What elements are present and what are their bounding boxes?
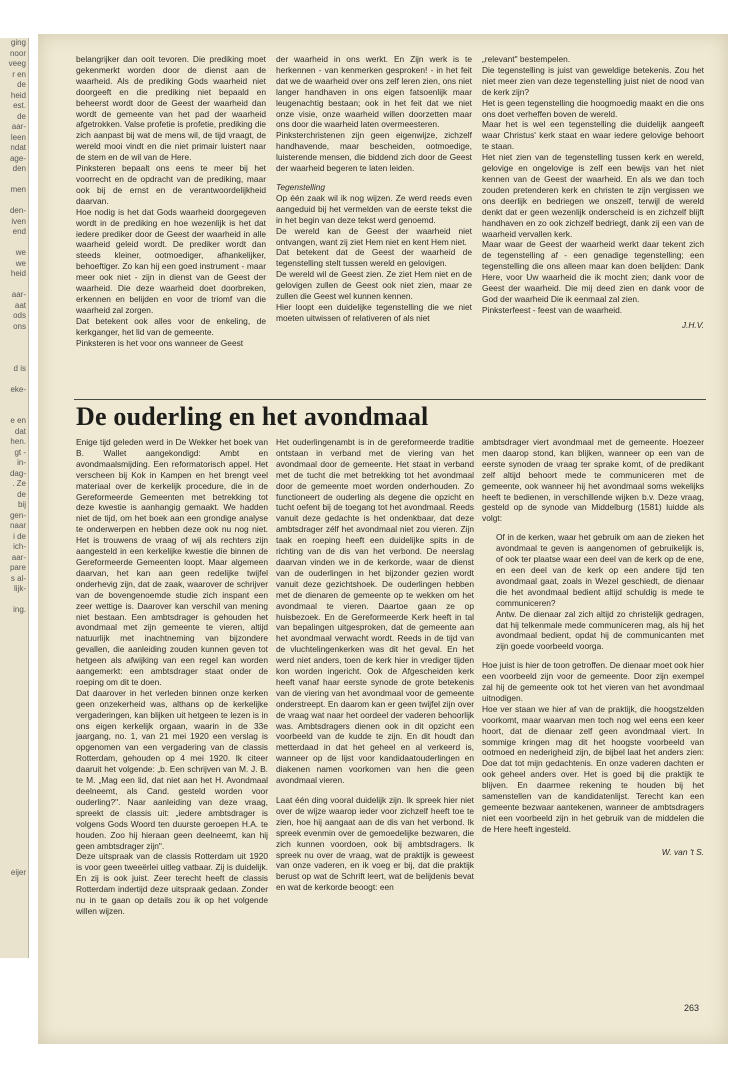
margin-fragment — [0, 752, 28, 763]
margin-fragment: i de — [13, 531, 26, 541]
paragraph: Dat betekent ook alles voor de enkeling, de kerkganger, het lid van de gemeente. — [76, 315, 266, 337]
margin-fragment — [0, 815, 28, 826]
margin-fragment: noor — [9, 48, 26, 58]
margin-fragment — [0, 374, 28, 385]
margin-fragment: aar- — [11, 552, 26, 562]
paragraph: der waarheid in ons werkt. En Zijn werk is te herkennen - van kenmerken gesproken! - in het feit dat we de waarheid over ons zelf leren zien, ons niet langer handhaven in ons eigen fatsoenlijk maar leugenachtig bestaan; ook in het feit dat we niet onze visie, onze waarheid willen doorzetten maar ons door die waarheid laten overmeesteren. — [276, 54, 472, 130]
margin-fragment — [0, 742, 28, 753]
margin-fragment — [0, 731, 28, 742]
article2-signature: W. van 't S. — [661, 846, 704, 857]
margin-fragment: gt - — [14, 447, 26, 457]
margin-fragment — [0, 700, 28, 711]
margin-fragment: heid — [10, 269, 26, 278]
margin-fragment — [0, 196, 28, 207]
paragraph: Maar waar de Geest der waarheid werkt daar tekent zich de tegenstelling af - een genadige tegenstelling; een tegenstelling die ons alleen maar kan doen belijden: Dank Here, voor Uw waarheid die ik mocht zien; dank voor de Geest der waarheid. Die mij deed zien en dank voor de God der waarheid Die ik eenmaal zal zien. — [482, 239, 704, 304]
paragraph: „relevant" bestempelen. — [482, 54, 571, 64]
margin-fragment: lijk- — [14, 584, 26, 593]
paragraph: Hier loopt een duidelijke tegenstelling die we niet moeten uitwissen of relativeren of als niet — [276, 301, 472, 323]
margin-fragment — [0, 857, 28, 868]
paragraph: Hoe nodig is het dat Gods waarheid doorgegeven wordt in de prediking en hoe wezenlijk is het dat iedere prediker door de Geest der waarheid in alle waarheid geleid wordt. De prediker wordt dan steeds kleiner, ootmoediger, afhankelijker, behoeftiger. Zo kan hij een goed instrument - maar meer ook niet - zijn in dienst van de Geest der waarheid. Die deze waarheid doet doorbreken, erkennen en belijden en voor de triomf van die waarheid zal zorgen. — [76, 206, 266, 315]
article1-column-2 — [276, 54, 472, 324]
margin-fragment: de — [17, 489, 26, 499]
margin-fragment — [0, 784, 28, 795]
margin-fragment — [0, 637, 28, 648]
margin-fragment — [0, 626, 28, 637]
margin-fragment: in- — [17, 458, 26, 467]
margin-fragment: d is — [13, 363, 26, 373]
paragraph: belangrijker dan ooit tevoren. Die prediking moet gekenmerkt worden door de dienst aan de waarheid. Als de prediking Gods waarheid niet doorgeeft en die prediking niet bepaald en beheerst wordt door de Geest der waarheid dan wordt de gemeente van het pad der waarheid afgetrokken. Valse profetie is profetie, prediking die zich aanpast bij wat de mens wil, de tijd vraagt, de wereld mooi vindt en die niet primair luistert naar de stem en de wil van de Here. — [76, 54, 266, 163]
margin-fragment — [0, 406, 28, 417]
paragraph: Laat één ding vooral duidelijk zijn. Ik spreek hier niet over de wijze waarop ieder voor zichzelf heeft toe te zien, hoe hij aangaat aan de dis van het verbond. Ik spreek evenmin over de gemoedelijke bezwaren, die zich kunnen voordoen, ook bij ambtsdragers. Ik spreek nu over de vraag, wat de praktijk is geweest van onze vaderen, en ik voeg er bij, dat die praktijk berust op wat de Schrift leert, wat de belijdenis bevat en wat de kerkorde beoogt: een — [276, 795, 474, 893]
article1-column-3 — [482, 54, 704, 331]
margin-fragment — [0, 763, 28, 774]
margin-fragment: aar- — [11, 290, 26, 299]
margin-fragment: eijer — [10, 867, 26, 877]
paragraph: Pinksteren is het voor ons wanneer de Geest — [76, 337, 244, 348]
margin-fragment: den — [12, 164, 26, 173]
margin-fragment — [0, 238, 28, 249]
paragraph: Op één zaak wil ik nog wijzen. Ze werd reeds even aangeduid bij het vermelden van de eerste tekst die in het begin van deze tekst werd genoemd. — [276, 192, 472, 225]
margin-fragment: de — [17, 80, 26, 89]
article1-column-1 — [76, 54, 266, 348]
subheading-tegenstelling: Tegenstelling — [276, 181, 326, 192]
paragraph: De wereld wil de Geest zien. Ze ziet Hem niet en de gelovigen zullen de Geest ook niet zien, maar ze zullen die Geest wel kunnen kennen. — [276, 269, 472, 302]
article2-title: De ouderling en het avondmaal — [76, 402, 429, 431]
margin-fragment — [0, 679, 28, 690]
margin-fragment: aat — [14, 300, 26, 310]
margin-fragment — [0, 658, 28, 669]
margin-fragment — [0, 280, 28, 291]
paragraph: Hoe juist is hier de toon getroffen. De dienaar moet ook hier een voorbeeld zijn voor de gemeente. Door zijn exempel zal hij de gemeente ook tot het vieren van het avondmaal uitnodigen. — [482, 660, 704, 703]
margin-fragment: bij — [17, 500, 26, 509]
margin-fragment — [0, 343, 28, 354]
paragraph: Enige tijd geleden werd in De Wekker het boek van B. Wallet aangekondigd: Ambt en avondmaalsmijding. Een reformatorisch appel. Het verscheen bij Kok in Kampen en het brengt veel materiaal over de kerkelijk procedure, die in de Gereformeerde Gemeenten met betrekking tot deze kwestie is aanhangig gemaakt. We hadden niet de tijd, om het boek aan een grondige analyse te onderwerpen en hebben deze ook nu nog niet. Het is trouwens de vraag of wij als rechters zijn aangesteld in een kerkelijke kwestie die binnen de Gereformeerde Gemeenten loopt. Maar algemeen daarvan, het kan aan geen redelijke twijfel onderhevig zijn, dat de zaak, waarover de schrijver van de bovengenoemde studie zich inspant een zeer wettige is. Daarover kan verschil van mening niet bestaan. Een ambtsdrager is gehouden het avondmaal met zijn gemeente te vieren, altijd natuurlijk met inachtneming van bijzondere gevallen, die aanleiding zouden kunnen geven tot hetgeen als afwijking van een regel kan worden aangemerkt: een ambtsdrager staat onder de roeping om dit te doen. — [76, 437, 268, 687]
paragraph: Het ouderlingenambt is in de gereformeerde traditie ontstaan in verband met de viering van het avondmaal door de gemeente. Het staat in verband met de tucht die met betrekking tot het avondmaal door de gemeente moet worden onderhouden. Zo functioneert de ouderling als degene die opzicht en tucht oefent bij de toegang tot het avondmaal. Reeds vanuit deze gedachte is het ondenkbaar, dat deze ambtsdrager zélf het avondmaal niet zou vieren. Zijn taak en roeping heeft een duidelijke spits in de richting van de dis van het verbond. De neerslag daarvan vinden we in de kerkorde, waar de dienst van de ouderlingen in het bijzonder gezien wordt vanuit deze gezichtshoek. De ouderlingen hebben met de dienaren de gemeente op te wekken om het avondmaal te vieren. Daartoe gaan ze op huisbezoek. En de Gereformeerde Kerk heeft in tal van bepalingen uitgesproken, dat de gemeente aan het avondmaal verwacht wordt. Reeds in de tijd van de vluchtelingenkerken was dit het geval. En het werd niet anders, toen de kerk hier in vrediger tijden kon worden ingericht. Ook de Afgescheiden kerk heeft vanaf haar eerste synode de grote betekenis van de viering van het avondmaal voor de gemeente onderstreept. En daarom kan er geen twijfel zijn over de vraag wat naar het oordeel der vaderen behoorlijk was. Ambtsdragers dienen ook in dit opzicht een voorbeeld van de kudde te zijn. En dit houdt dan metterdaad in dat het geheel en al verkeerd is, wanneer op de lijst voor kandidaatouderlingen en diakenen namen voorkomen van hen die geen avondmaal vieren. — [276, 437, 474, 786]
paragraph: Die tegenstelling is juist van geweldige betekenis. Zou het niet meer zien van deze tegenstelling juist niet de nood van de kerk zijn? — [482, 64, 704, 97]
margin-fragment — [0, 647, 28, 658]
margin-fragment: ons — [13, 321, 26, 331]
margin-fragment: dat — [14, 426, 26, 436]
previous-page-edge — [0, 38, 29, 958]
margin-fragment: den- — [9, 206, 26, 215]
article2-column-3 — [482, 437, 704, 858]
margin-fragment — [0, 616, 28, 627]
margin-fragment: heid — [10, 90, 26, 100]
paragraph: Het is geen tegenstelling die hoogmoedig maakt en die ons ons doet verheffen boven de wereld. — [482, 97, 704, 119]
margin-fragment — [0, 689, 28, 700]
margin-fragment: ods — [13, 311, 26, 320]
article2-column-1 — [76, 437, 268, 917]
margin-fragment — [0, 721, 28, 732]
margin-fragment: naar — [9, 521, 26, 530]
margin-fragment: we — [15, 248, 26, 257]
synod-quote — [496, 532, 704, 652]
margin-fragment — [0, 773, 28, 784]
margin-fragment: pare — [9, 563, 26, 572]
margin-fragment: men — [10, 185, 26, 194]
margin-fragment: ing. — [13, 605, 26, 614]
margin-fragment — [0, 668, 28, 679]
margin-fragment — [0, 826, 28, 837]
margin-fragment: e en — [10, 416, 26, 425]
paragraph: Dat daarover in het verleden binnen onze kerken geen onzekerheid was, althans op de kerkelijke vergaderingen, kan blijken uit hetgeen te lezen is in ons eigen kerkelijk orgaan, waarin in de 33e jaargang, no. 1, van 21 mei 1920 een verslag is opgenomen van een vergadering van de classis Rotterdam, gehouden op 4 mei 1920. Ik citeer daaruit het volgende: „b. Een schrijven van M. J. B. te M. „Mag een lid, dat niet aan het H. Avondmaal deelneemt, als Cand. gesteld worden voor ouderling?". Naar aanleiding van deze vraag, spreekt de classis uit: „iedere ambtsdrager is volgens Gods Woord ten duurste geroepen H.A. te houden. Zoo hij hieraan geen deelneemt, kan hij geen ambtsdrager zijn". — [76, 687, 268, 851]
margin-fragment — [0, 175, 28, 186]
article1-signature: J.H.V. — [681, 319, 704, 330]
paragraph: Pinksterfeest - feest van de waarheid. — [482, 304, 623, 315]
margin-fragment: . Ze — [12, 479, 26, 488]
margin-fragment — [0, 332, 28, 343]
margin-fragment: end — [12, 227, 26, 236]
page-number: 263 — [684, 1003, 700, 1013]
margin-fragment: age- — [9, 153, 26, 163]
article2-column-2 — [276, 437, 474, 893]
paragraph: Pinksteren bepaalt ons eens te meer bij het voorrecht en de opdracht van de prediking, maar ook bij de ernst en de verantwoordelijkheid daarvan. — [76, 163, 266, 206]
paragraph: Dat betekent dat de Geest der waarheid de tegenstelling stelt tussen wereld en gelovigen. — [276, 247, 472, 269]
margin-fragment: leen — [10, 132, 26, 142]
paragraph: Deze uitspraak van de classis Rotterdam uit 1920 is voor geen tweeërlei uitleg vatbaar. Zij is duidelijk. En zij is ook juist. Zeer terecht heeft de classis Rotterdam indertijd deze uitspraak gedaan. Zonder nu in te gaan op details zou ik op het volgende willen wijzen. — [76, 851, 268, 916]
paragraph: Hoe ver staan we hier af van de praktijk, die hoogstzelden voorkomt, maar waarvan men toch nog wel eens een keer hoort, dat de dienaar zelf geen avondmaal viert. In sommige kringen mag dit het hoogste voorbeeld van ootmoed en nederigheid zijn, de bijbel laat het anders zien: Doe dat tot mijn gedachtenis. En onze vaderen dachten er ook geheel anders over. Het is goed bij die praktijk te blijven. En daarmee rekening te houden bij het samenstellen van de kandidatenlijst. Terecht kan een gemeente bezwaar aantekenen, wanneer de ambtsdragers niet een voorbeeld zijn in het gebruik van de middelen die de Here heeft ingesteld. — [482, 703, 704, 834]
margin-fragment — [0, 847, 28, 858]
section-divider — [74, 399, 706, 400]
paragraph: De wereld kan de Geest der waarheid niet ontvangen, want zij ziet Hem niet en kent Hem niet. — [276, 225, 472, 247]
margin-fragment — [0, 836, 28, 847]
margin-fragment: de — [17, 111, 26, 121]
margin-fragment: ndat — [10, 143, 26, 152]
paragraph: Het niet zien van de tegenstelling tussen kerk en wereld, gelovige en ongelovige is zelf een bewijs van het niet kennen van de Geest der waarheid. En als we dan toch zouden pretenderen kerk en christen te zijn vergissen we ons deerlijk en bedriegen we onszelf, terwijl de wereld denkt dat er geen wezenlijk onderscheid is en zichzelf blijft handhaven en zo ook zichzelf bedriegt, dank zij een van de waarheid vervallen kerk. — [482, 152, 704, 239]
margin-fragment: ich- — [13, 542, 26, 551]
margin-fragment — [0, 710, 28, 721]
paragraph: Pinksterchristenen zijn geen eigenwijze, zichzelf handhavende, maar bescheiden, ootmoedige, luisterende mensen, die biddend zich door de Geest der waarheid begeren te laten leiden. — [276, 130, 472, 174]
margin-fragment: veeg — [8, 59, 26, 68]
quote-paragraph: Of in de kerken, waar het gebruik om aan de zieken het avondmaal te geven is aangenomen of gebruikelijk is, of ook ter plaatse waar een deel van de kerk op de ene, en een deel van de kerk op een andere tijd ten avondmaal gaat, zoals in Wezel geschiedt, de dienaar die het avondmaal bedient altijd schuldig is mede te communiceren? — [496, 532, 704, 608]
margin-fragment: iven — [11, 216, 26, 226]
margin-fragment — [0, 353, 28, 364]
paragraph: Maar het is wel een tegenstelling die duidelijk aangeeft waar Christus' kerk staat en waar iedere gelovige behoort te staan. — [482, 119, 704, 152]
margin-fragment: ging — [10, 38, 26, 47]
margin-fragment: est. — [13, 101, 26, 110]
margin-fragment — [0, 395, 28, 406]
margin-fragment — [0, 805, 28, 816]
quote-paragraph: Antw. De dienaar zal zich altijd zo christelijk gedragen, dat hij telkenmale mede communiceren mag, als hij het avondmaal bedient, opdat hij de communicanten met zijn goede voorbeeld voorga. — [496, 608, 704, 652]
margin-fragment — [0, 794, 28, 805]
margin-fragment: gen- — [9, 510, 26, 520]
margin-fragment: r en — [12, 69, 26, 79]
margin-fragment — [0, 595, 28, 606]
margin-fragment: hen. — [10, 437, 26, 446]
margin-fragment: eke- — [10, 384, 26, 394]
margin-fragment: aar- — [11, 122, 26, 131]
margin-fragment: dag- — [9, 468, 26, 478]
paragraph: ambtsdrager viert avondmaal met de gemeente. Hoezeer men daarop stond, kan blijken, wanneer op een van de eerste synoden de vraag ter sprake komt, of de predikant zelf altijd behoort mede te communiceren met de gemeente, ook wanneer hij het avondmaal soms wekelijks heeft te bedienen, in verschillende wijken b.v. Deze vraag, gesteld op de synode van Middelburg (1581) luidde als volgt: — [482, 437, 704, 524]
margin-fragment: s al- — [10, 573, 26, 583]
margin-fragment: we — [15, 258, 26, 268]
